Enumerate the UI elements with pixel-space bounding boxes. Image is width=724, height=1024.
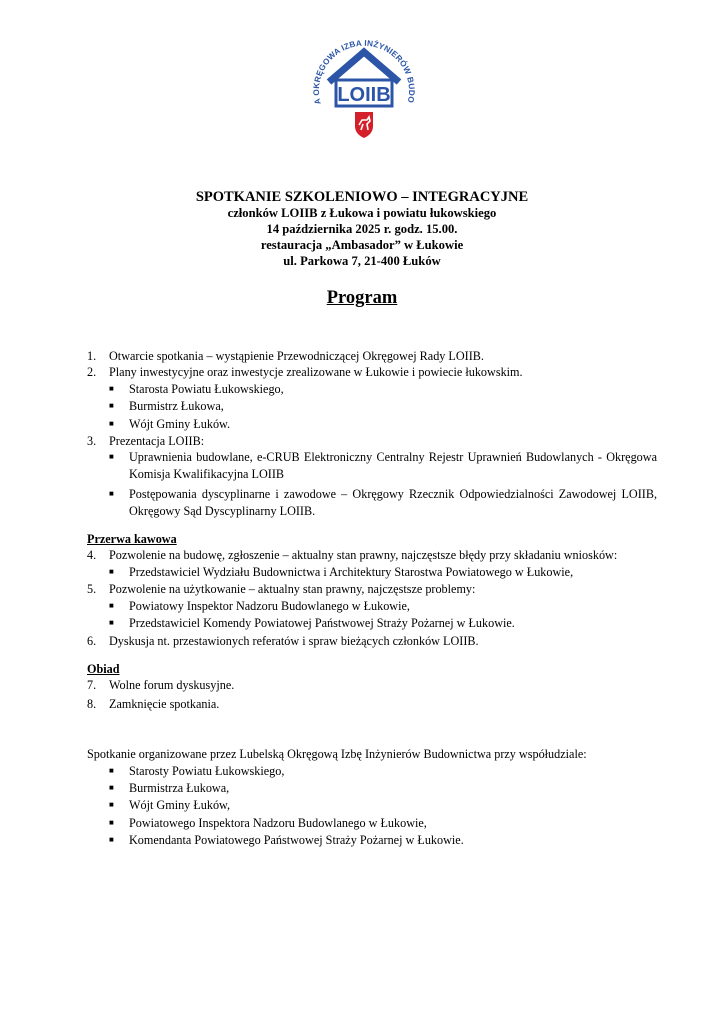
list-item: 5. Pozwolenie na użytkowanie – aktualny stan prawny, najczęstsze problemy: [87, 582, 476, 597]
section-heading-lunch: Obiad [87, 661, 120, 676]
logo-ring-text: A OKRĘGOWA IZBA INŻYNIERÓW BUDO [311, 38, 417, 106]
loiib-logo [305, 26, 423, 148]
bullet-icon: ■ [109, 835, 114, 845]
bullet-icon: ■ [109, 401, 114, 411]
list-item: 7. Wolne forum dyskusyjne. [87, 678, 235, 693]
program-list [87, 348, 657, 850]
bullet-icon: ■ [109, 618, 114, 628]
bullet-icon: ■ [109, 600, 114, 610]
sub-item: ■ Przedstawiciel Komendy Powiatowej Państwowej Straży Pożarnej w Łukowie. [109, 616, 515, 631]
organizer-item: ■ Starosty Powiatu Łukowskiego, [109, 763, 285, 778]
organizer-item: ■ Burmistrza Łukowa, [109, 780, 230, 795]
organizers-section [87, 746, 657, 848]
sub-item: ■ Powiatowy Inspektor Nadzoru Budowlanego w Łukowie, [109, 598, 410, 613]
bullet-icon: ■ [109, 782, 114, 792]
organizers-intro: Spotkanie organizowane przez Lubelską Okręgową Izbę Inżynierów Budownictwa przy współudziale: [87, 747, 587, 762]
logo-mark: LOIIB [337, 84, 391, 106]
sub-item: ■ Burmistrz Łukowa, [109, 399, 224, 414]
organizer-item: ■ Powiatowego Inspektora Nadzoru Budowlanego w Łukowie, [109, 815, 427, 830]
organizer-item: ■ Wójt Gminy Łuków, [109, 798, 231, 813]
bullet-icon: ■ [109, 817, 114, 827]
event-date: 14 października 2025 r. godz. 15.00. [266, 222, 458, 236]
bullet-icon: ■ [109, 566, 114, 576]
list-item: 4. Pozwolenie na budowę, zgłoszenie – aktualny stan prawny, najczęstsze błędy przy składaniu wniosków: [87, 548, 618, 563]
list-item: 6. Dyskusja nt. przestawionych referatów i spraw bieżących członków LOIIB. [87, 633, 479, 648]
sub-item: ■ Wójt Gminy Łuków. [109, 416, 231, 431]
sub-item: ■ Przedstawiciel Wydziału Budownictwa i Architektury Starostwa Powiatowego w Łukowie, [109, 564, 574, 579]
bullet-icon: ■ [109, 489, 114, 499]
sub-item: ■ Starosta Powiatu Łukowskiego, [109, 381, 284, 396]
list-item: 3. Prezentacja LOIIB: [87, 434, 205, 449]
sub-item: ■ Postępowania dyscyplinarne i zawodowe – Okręgowy Rzecznik Odpowiedzialności Zawodowej LOIIB, Okręgowy Sąd Dyscyplinarny LOIIB. [109, 487, 657, 518]
event-address: ul. Parkowa 7, 21-400 Łuków [283, 254, 441, 268]
bullet-icon: ■ [109, 800, 114, 810]
bullet-icon: ■ [109, 383, 114, 393]
event-title: SPOTKANIE SZKOLENIOWO – INTEGRACYJNE [195, 189, 529, 205]
sub-item: ■ Uprawnienia budowlane, e-CRUB Elektroniczny Centralny Rejestr Uprawnień Budowlanych - Okręgowa Komisja Kwalifikacyjna LOIIB [109, 450, 657, 481]
bullet-icon: ■ [109, 418, 114, 428]
bullet-icon: ■ [109, 452, 114, 462]
list-item: 2. Plany inwestycyjne oraz inwestycje zrealizowane w Łukowie i powiecie łukowskim. [87, 365, 523, 380]
event-venue: restauracja „Ambasador” w Łukowie [260, 238, 464, 252]
list-item: 8. Zamknięcie spotkania. [87, 696, 220, 711]
document-header [0, 189, 724, 269]
bullet-icon: ■ [109, 765, 114, 775]
organizer-item: ■ Komendanta Powiatowego Państwowej Straży Pożarnej w Łukowie. [109, 833, 464, 848]
list-item: 1. Otwarcie spotkania – wystąpienie Przewodniczącej Okręgowej Rady LOIIB. [87, 349, 484, 363]
event-audience: członków LOIIB z Łukowa i powiatu łukowskiego [227, 206, 497, 220]
section-heading-break: Przerwa kawowa [87, 532, 177, 547]
program-heading: Program [326, 288, 398, 308]
